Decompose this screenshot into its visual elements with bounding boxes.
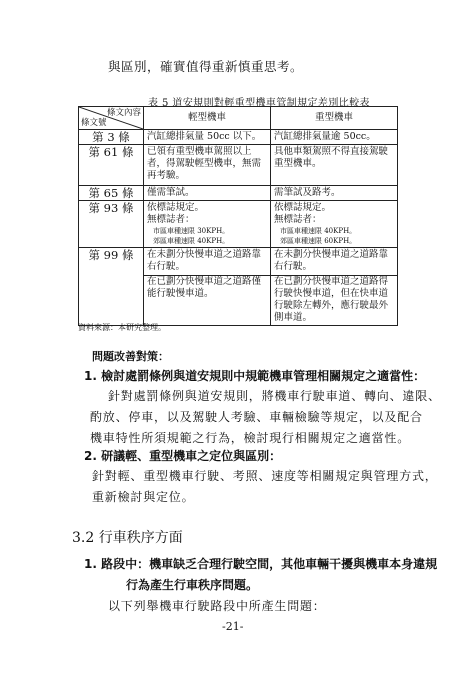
table-caption: 表 5 道安規則對輕重型機車管制規定差別比較表 bbox=[148, 98, 370, 109]
heavy-cell: 具他車類駕照不得直接駕駛重型機車。 bbox=[271, 145, 398, 186]
item1-body-line: 機車特性所須規範之行為，檢討現行相關規定之適當性。 bbox=[90, 431, 411, 445]
page-number: -21- bbox=[222, 620, 244, 633]
item1-heading: 1. 檢討處罰條例與道安規則中規範機車管理相關規定之適當性： bbox=[84, 369, 426, 383]
section-title: 3.2 行車秩序方面 bbox=[72, 530, 183, 546]
light-cell bbox=[144, 201, 271, 248]
table-header-row bbox=[79, 107, 398, 130]
light-cell: 僅需筆試。 bbox=[144, 186, 271, 201]
item2-body-line: 針對輕、重型機車行駛、考照、速度等相關規定與管理方式， bbox=[92, 469, 438, 483]
light-cell: 汽缸總排氣量 50cc 以下。 bbox=[144, 130, 271, 145]
speed-rule: 無標誌者： bbox=[274, 214, 322, 225]
heavy-cell: 需筆試及路考。 bbox=[271, 186, 398, 201]
table-source: 資料來源：本研究整理。 bbox=[78, 323, 166, 332]
table-row bbox=[79, 130, 398, 145]
speed-limit: 市區車種速限 40KPH。 bbox=[280, 227, 357, 235]
article-cell: 第 99 條 bbox=[79, 248, 144, 326]
article-cell: 第 65 條 bbox=[79, 186, 144, 201]
lane-rule-unmarked: 在未劃分快慢車道之道路靠右行駛。 bbox=[147, 249, 262, 272]
table-row bbox=[79, 201, 398, 248]
lane-rule-marked: 在已劃分快慢車道之道路僅能行駛慢車道。 bbox=[144, 275, 270, 300]
comparison-table bbox=[78, 106, 398, 326]
speed-rule: 依標誌規定。 bbox=[274, 202, 332, 213]
speed-rule: 無標誌者： bbox=[147, 214, 195, 225]
header-heavy: 重型機車 bbox=[271, 107, 398, 130]
speed-limit: 郊區車種速限 60KPH。 bbox=[280, 237, 357, 245]
intro-line: 與區別，確實值得重新慎重思考。 bbox=[108, 59, 304, 74]
speed-limit: 市區車種速限 30KPH。 bbox=[153, 227, 230, 235]
heavy-cell: 汽缸總排氣量逾 50cc。 bbox=[271, 130, 398, 145]
header-light: 輕型機車 bbox=[144, 107, 271, 130]
item2-heading: 2. 研議輕、重型機車之定位與區別： bbox=[84, 449, 282, 463]
heavy-cell bbox=[271, 248, 398, 326]
heavy-cell bbox=[271, 201, 398, 248]
road-heading-cont: 行為產生行車秩序問題。 bbox=[126, 578, 259, 592]
table-row bbox=[79, 186, 398, 201]
road-body: 以下列舉機車行駛路段中所產生問題： bbox=[108, 599, 326, 613]
item1-body-line: 酌放、停車，以及駕駛人考驗、車輛檢驗等規定，以及配合 bbox=[90, 410, 423, 424]
lane-rule-unmarked: 在未劃分快慢車道之道路靠右行駛。 bbox=[274, 249, 389, 272]
light-cell: 已領有重型機車駕照以上者，得駕駛輕型機車，無需再考驗。 bbox=[144, 145, 271, 186]
corner-bottom-label: 條文號 bbox=[81, 118, 107, 128]
article-cell: 第 93 條 bbox=[79, 201, 144, 248]
article-cell: 第 3 條 bbox=[79, 130, 144, 145]
speed-rule: 依標誌規定。 bbox=[147, 202, 205, 213]
corner-top-label: 條文內容 bbox=[106, 108, 141, 118]
speed-limit: 郊區車種速限 40KPH。 bbox=[153, 237, 230, 245]
problem-heading: 問題改善對策： bbox=[92, 350, 169, 363]
light-cell bbox=[144, 248, 271, 326]
lane-rule-marked: 在已劃分快慢車道之道路得行駛快慢車道，但在快車道行駛除左轉外，應行駛最外側車道。 bbox=[271, 275, 397, 324]
road-heading: 1. 路段中：機車缺乏合理行駛空間，其他車輛干擾與機車本身違規 bbox=[84, 557, 438, 571]
item2-body-line: 重新檢討與定位。 bbox=[92, 490, 195, 504]
article-cell: 第 61 條 bbox=[79, 145, 144, 186]
item1-body-line: 針對處罰條例與道安規則，將機車行駛車道、轉向、違限、 bbox=[108, 389, 441, 403]
table-row bbox=[79, 248, 398, 326]
table-corner-cell bbox=[79, 107, 144, 130]
table-row bbox=[79, 145, 398, 186]
